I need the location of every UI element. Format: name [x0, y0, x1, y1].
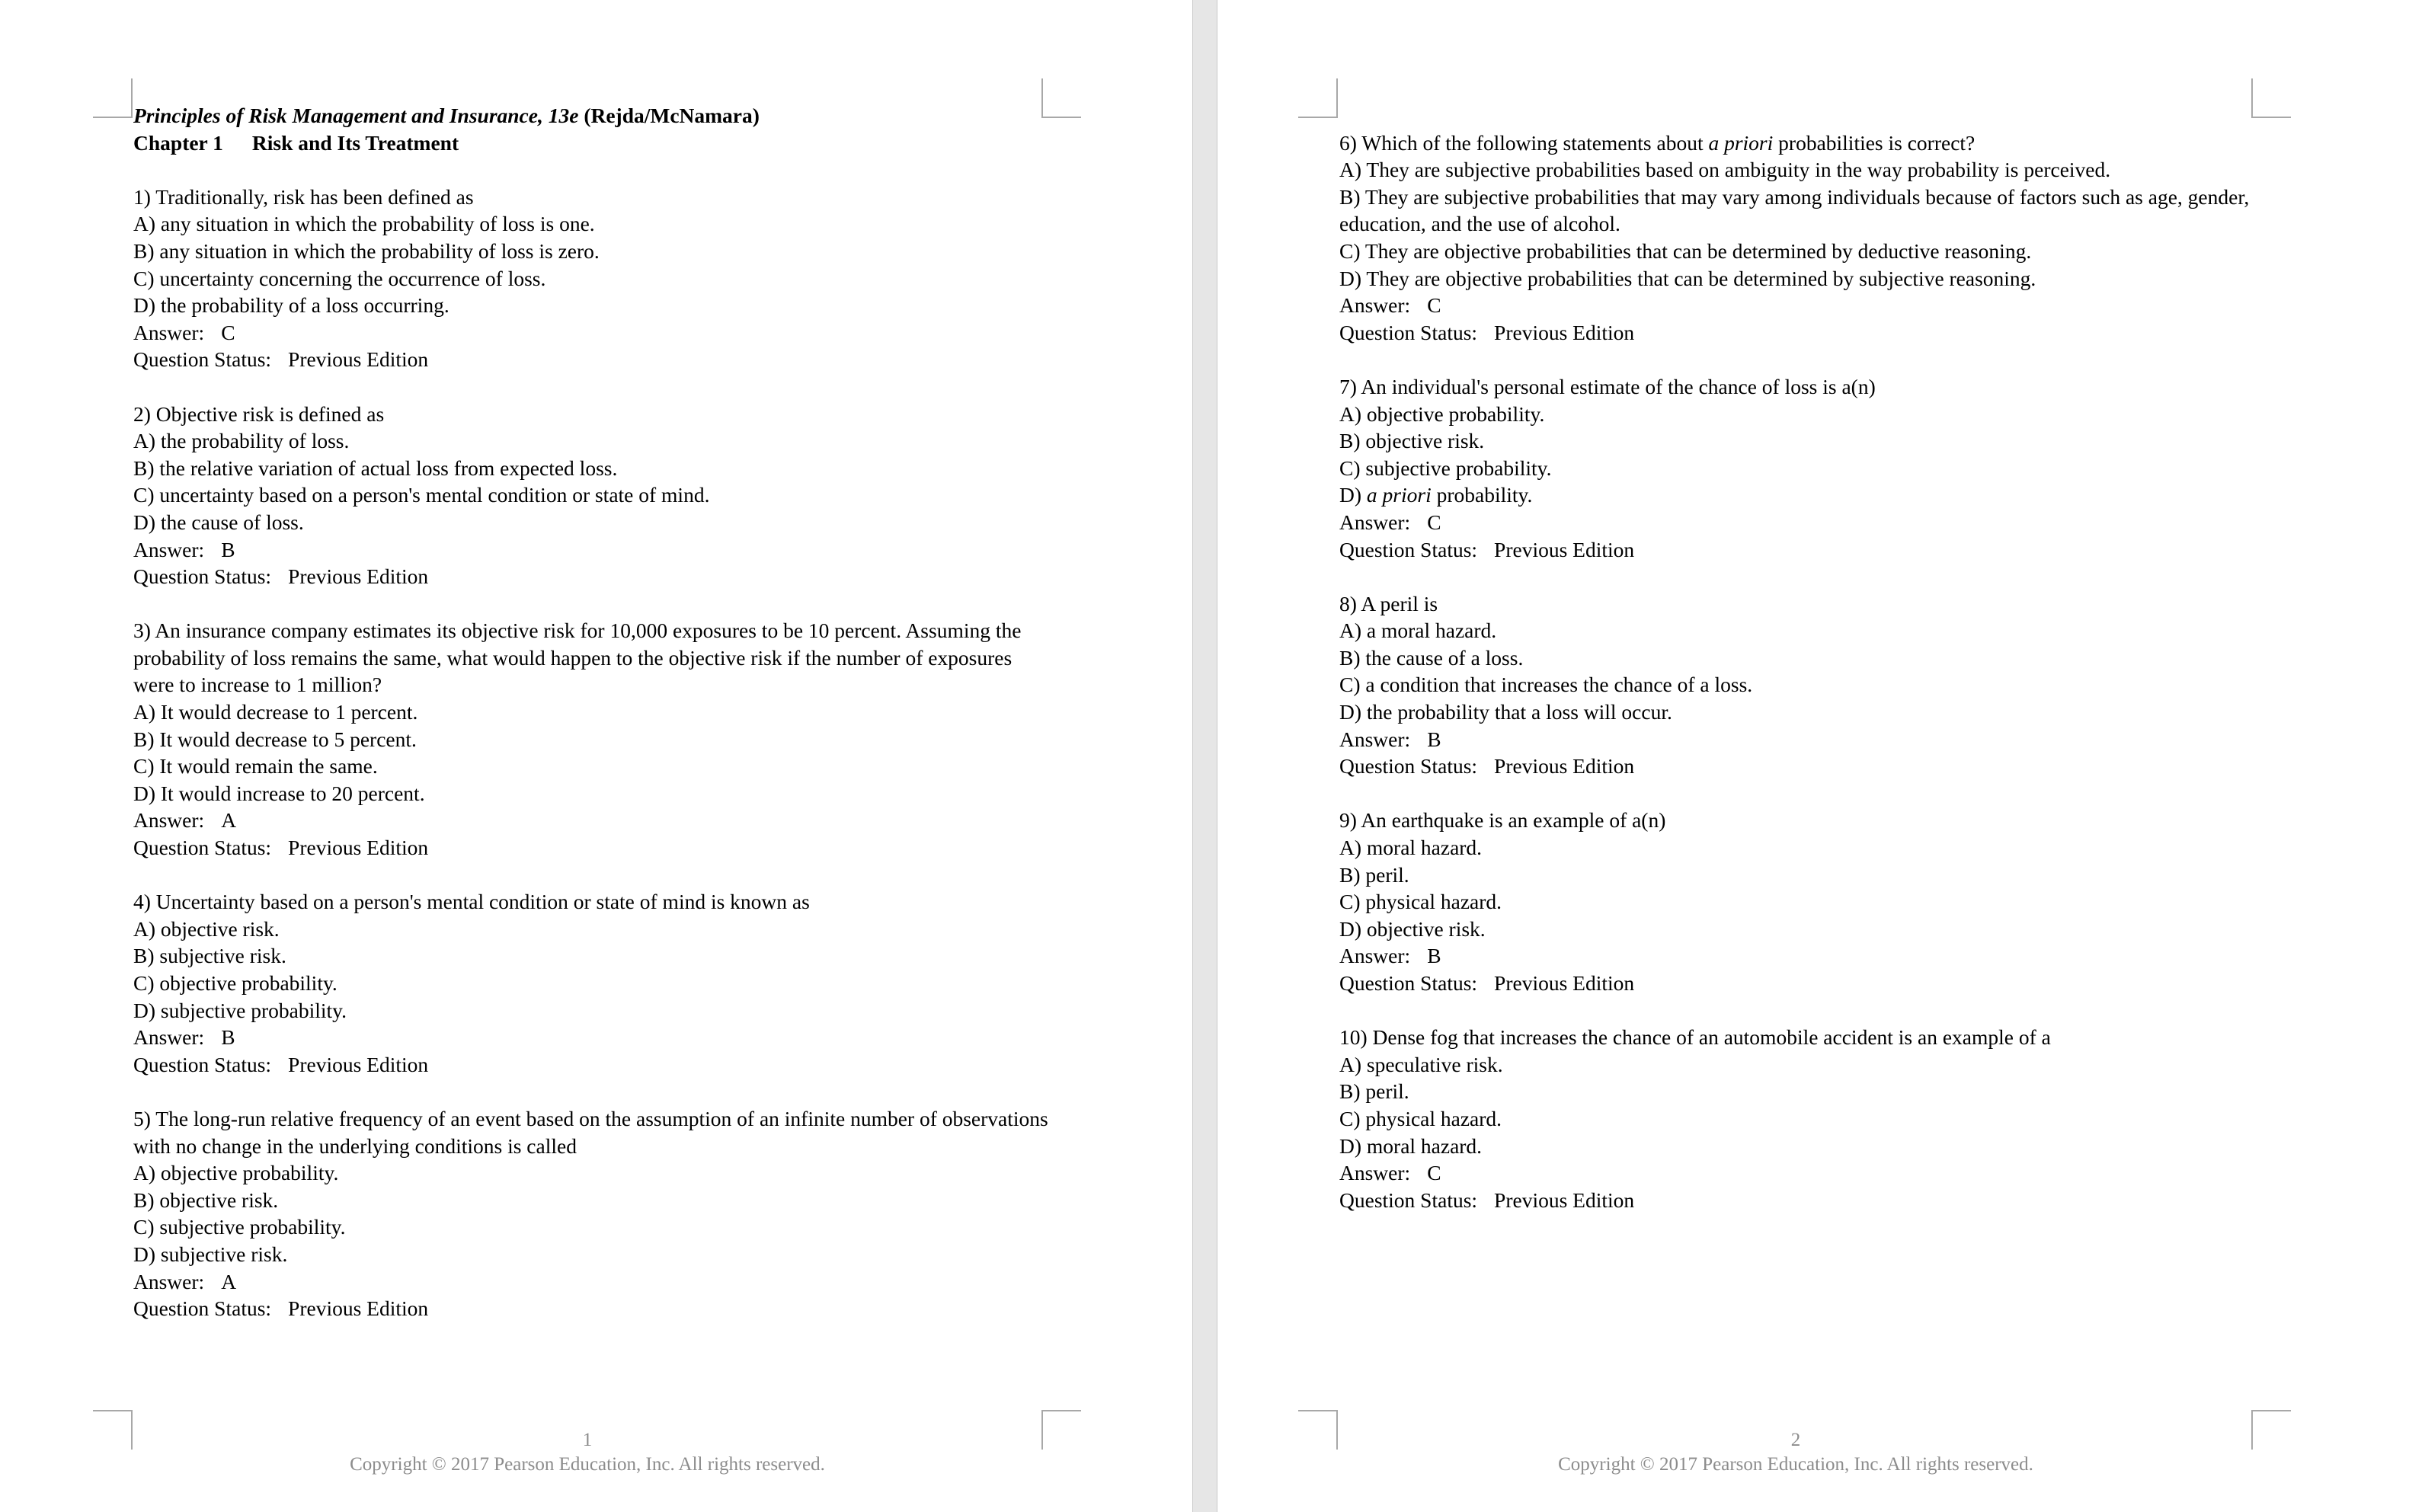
answer-line	[1339, 509, 2265, 536]
question-stem: 3) An insurance company estimates its objective risk for 10,000 exposures to be 10 percent. Assuming the probability of loss remains the same, what would happen to the objective risk if the number of exposures were to increase to 1 million?	[133, 619, 1022, 697]
question-status-line	[1339, 753, 2265, 780]
question-status-line	[1339, 1187, 2265, 1214]
question-status-value: Previous Edition	[288, 836, 429, 860]
document-title-authors: (Rejda/McNamara)	[578, 104, 760, 127]
question-status-value: Previous Edition	[1494, 1188, 1635, 1212]
answer-option: B) peril.	[1339, 862, 1409, 887]
answer-label: Answer:	[133, 1025, 205, 1050]
question-status-line	[133, 1051, 1051, 1079]
answer-option: B) the relative variation of actual loss from expected loss.	[133, 456, 618, 480]
answer-label: Answer:	[133, 537, 205, 561]
answer-option: A) objective probability.	[133, 1161, 339, 1185]
answer-option: A) the probability of loss.	[133, 429, 350, 453]
answer-label: Answer:	[1339, 727, 1411, 751]
question-status-label: Question Status:	[133, 1052, 272, 1076]
question-status-value: Previous Edition	[1494, 971, 1635, 995]
answer-option: B) They are subjective probabilities that may vary among individuals because of factors such as age, gender, education, and the use of alcohol.	[1339, 184, 2250, 236]
page-1-questions	[133, 184, 1051, 1322]
chapter-label: Chapter 1	[133, 130, 223, 155]
question-status-label: Question Status:	[133, 347, 272, 372]
question-stem: 9) An earthquake is an example of a(n)	[1339, 808, 1666, 833]
question-block	[133, 401, 1051, 590]
document-title-italic: Principles of Risk Management and Insurance, 13e	[133, 104, 579, 127]
answer-line	[133, 807, 1051, 834]
answer-option: B) subjective risk.	[133, 944, 286, 968]
question-stem: 2) Objective risk is defined as	[133, 401, 385, 426]
answer-value: B	[1427, 727, 1441, 751]
question-status-line	[133, 563, 1051, 590]
answer-option: A) objective risk.	[133, 916, 280, 941]
answer-value: C	[1427, 293, 1441, 318]
answer-option: D) the probability of a loss occurring.	[133, 293, 449, 318]
answer-option: D) subjective probability.	[133, 998, 347, 1022]
question-stem: 5) The long-run relative frequency of an event based on the assumption of an infinite number of observations with no change in the underlying conditions is called	[133, 1106, 1048, 1158]
answer-line	[1339, 726, 2265, 753]
question-stem: 7) An individual's personal estimate of the chance of loss is a(n)	[1339, 374, 1876, 398]
page-2-content	[1339, 102, 2265, 1213]
answer-option: B) any situation in which the probability of loss is zero.	[133, 238, 600, 263]
question-status-value: Previous Edition	[1494, 754, 1635, 778]
answer-option: D) objective risk.	[1339, 916, 1486, 941]
answer-option: A) any situation in which the probability of loss is one.	[133, 212, 595, 236]
question-stem: 8) A peril is	[1339, 591, 1438, 615]
answer-line	[1339, 1159, 2265, 1187]
question-status-label: Question Status:	[1339, 971, 1478, 995]
question-status-line	[1339, 970, 2265, 997]
page-1-footer	[93, 1428, 1082, 1477]
answer-value: A	[221, 1269, 237, 1293]
answer-option: B) the cause of a loss.	[1339, 645, 1524, 670]
answer-option: A) objective probability.	[1339, 401, 1545, 426]
question-stem: 1) Traditionally, risk has been defined as	[133, 184, 474, 209]
answer-option: B) objective risk.	[1339, 429, 1485, 453]
answer-option: D) the probability that a loss will occur.	[1339, 700, 1672, 724]
question-status-value: Previous Edition	[1494, 320, 1635, 344]
answer-option: C) a condition that increases the chance of a loss.	[1339, 673, 1753, 697]
question-status-value: Previous Edition	[288, 564, 429, 589]
question-block	[1339, 1024, 2265, 1213]
answer-line	[133, 319, 1051, 347]
question-status-label: Question Status:	[1339, 320, 1478, 344]
question-status-label: Question Status:	[133, 564, 272, 589]
question-status-value: Previous Edition	[288, 1296, 429, 1321]
question-status-line	[1339, 319, 2265, 347]
answer-option: B) objective risk.	[133, 1188, 279, 1212]
page-gutter	[1192, 0, 1217, 1512]
answer-line	[133, 1268, 1051, 1296]
answer-option: C) uncertainty concerning the occurrence of loss.	[133, 266, 546, 290]
copyright-notice: Copyright © 2017 Pearson Education, Inc. All rights reserved.	[1558, 1454, 2033, 1475]
answer-value: C	[1427, 1161, 1441, 1185]
page-2	[1217, 0, 2407, 1512]
answer-option: A) a moral hazard.	[1339, 619, 1497, 643]
question-block	[1339, 373, 2265, 563]
page-number: 1	[582, 1430, 593, 1450]
answer-value: B	[221, 537, 235, 561]
answer-option: C) subjective probability.	[133, 1215, 346, 1239]
question-status-value: Previous Edition	[288, 1052, 429, 1076]
answer-option: D) the cause of loss.	[133, 510, 304, 534]
question-block	[1339, 590, 2265, 780]
answer-line	[133, 1024, 1051, 1051]
question-status-line	[133, 346, 1051, 373]
document-title	[133, 102, 1051, 129]
page-2-footer	[1298, 1428, 2293, 1477]
answer-option: B) peril.	[1339, 1079, 1409, 1104]
answer-option: D) subjective risk.	[133, 1242, 288, 1266]
copyright-notice: Copyright © 2017 Pearson Education, Inc. All rights reserved.	[350, 1454, 825, 1475]
answer-label: Answer:	[133, 1269, 205, 1293]
answer-option: A) moral hazard.	[1339, 836, 1483, 860]
question-block	[133, 1105, 1051, 1322]
answer-value: B	[221, 1025, 235, 1050]
question-stem: 10) Dense fog that increases the chance of an automobile accident is an example of a	[1339, 1025, 2051, 1050]
answer-label: Answer:	[133, 808, 205, 833]
answer-option: C) physical hazard.	[1339, 890, 1502, 914]
answer-label: Answer:	[1339, 293, 1411, 318]
answer-option: C) They are objective probabilities that can be determined by deductive reasoning.	[1339, 238, 2032, 263]
question-stem: 6) Which of the following statements about a priori probabilities is correct?	[1339, 130, 1976, 155]
question-block	[1339, 807, 2265, 996]
crop-mark-top-left	[1298, 78, 1338, 118]
answer-option: C) objective probability.	[133, 971, 338, 995]
answer-option: D) They are objective probabilities that can be determined by subjective reasoning.	[1339, 266, 2036, 290]
answer-option: B) It would decrease to 5 percent.	[133, 727, 417, 751]
answer-line	[133, 536, 1051, 564]
question-block	[133, 888, 1051, 1078]
answer-value: B	[1427, 944, 1441, 968]
page-1	[0, 0, 1192, 1512]
page-2-questions	[1339, 129, 2265, 1214]
answer-value: A	[221, 808, 237, 833]
answer-option: A) speculative risk.	[1339, 1052, 1503, 1076]
answer-label: Answer:	[1339, 510, 1411, 534]
question-block	[133, 617, 1051, 861]
question-stem: 4) Uncertainty based on a person's mental condition or state of mind is known as	[133, 890, 810, 914]
page-1-content	[133, 102, 1051, 1322]
answer-option: D) moral hazard.	[1339, 1133, 1483, 1158]
answer-option: C) It would remain the same.	[133, 754, 378, 778]
answer-option: C) subjective probability.	[1339, 456, 1552, 480]
question-block	[1339, 129, 2265, 347]
question-status-line	[1339, 536, 2265, 564]
question-status-line	[133, 834, 1051, 861]
answer-option: D) a priori probability.	[1339, 483, 1533, 507]
chapter-heading	[133, 129, 1051, 157]
answer-label: Answer:	[133, 320, 205, 344]
question-status-value: Previous Edition	[288, 347, 429, 372]
answer-line	[1339, 942, 2265, 970]
answer-option: D) It would increase to 20 percent.	[133, 781, 425, 805]
answer-option: C) uncertainty based on a person's mental condition or state of mind.	[133, 483, 710, 507]
answer-option: A) They are subjective probabilities based on ambiguity in the way probability is perceived.	[1339, 158, 2111, 182]
question-status-value: Previous Edition	[1494, 537, 1635, 561]
question-status-label: Question Status:	[1339, 1188, 1478, 1212]
answer-option: C) physical hazard.	[1339, 1106, 1502, 1130]
answer-value: C	[221, 320, 235, 344]
answer-line	[1339, 292, 2265, 319]
question-status-line	[133, 1295, 1051, 1322]
question-status-label: Question Status:	[133, 836, 272, 860]
chapter-title: Risk and Its Treatment	[251, 130, 459, 155]
question-status-label: Question Status:	[133, 1296, 272, 1321]
crop-mark-top-left	[93, 78, 133, 118]
question-status-label: Question Status:	[1339, 754, 1478, 778]
page-number: 2	[1790, 1430, 1801, 1450]
answer-value: C	[1427, 510, 1441, 534]
answer-label: Answer:	[1339, 944, 1411, 968]
answer-option: A) It would decrease to 1 percent.	[133, 700, 418, 724]
question-block	[133, 184, 1051, 373]
question-status-label: Question Status:	[1339, 537, 1478, 561]
answer-label: Answer:	[1339, 1161, 1411, 1185]
